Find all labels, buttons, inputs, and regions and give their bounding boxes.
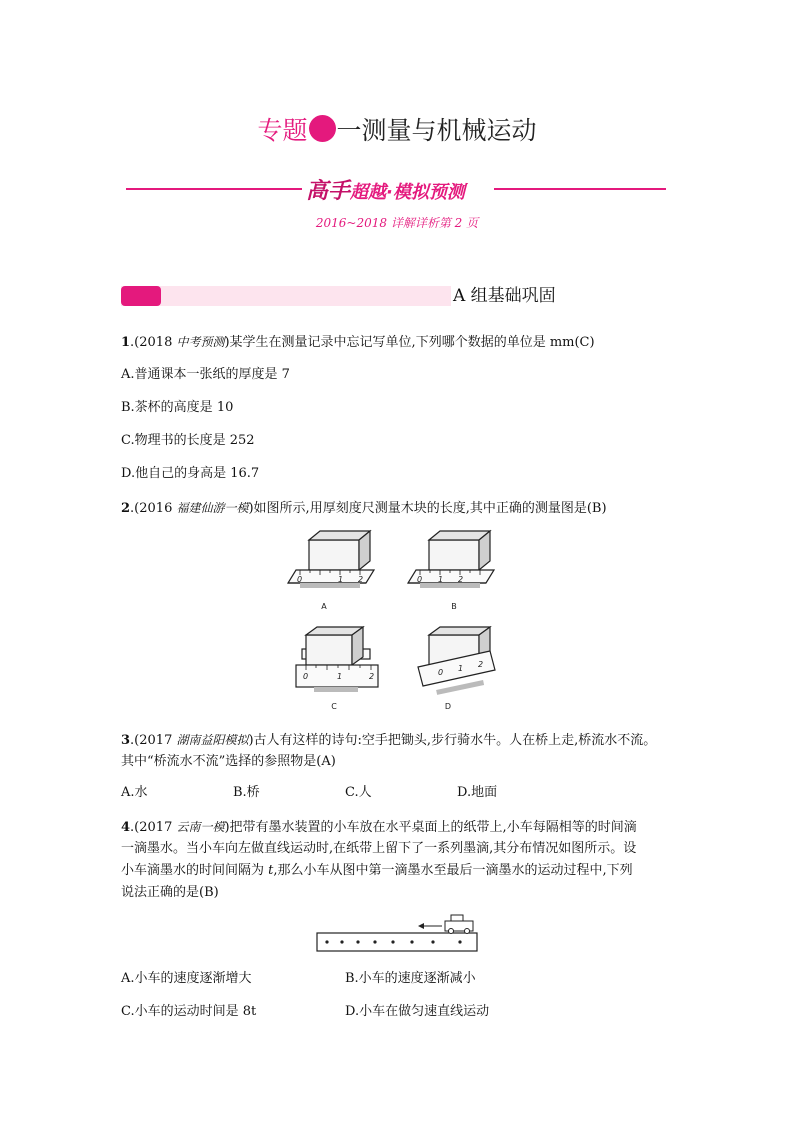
ink-drop <box>458 940 461 943</box>
question-2-number: 2 <box>121 501 131 516</box>
question-4-text: )把带有墨水装置的小车放在水平桌面上的纸带上,小车每隔相等的时间滴 <box>224 820 637 835</box>
section-header-bar <box>121 286 451 306</box>
question-2-source: 福建仙游一模 <box>176 501 249 515</box>
question-3-number: 3 <box>121 733 131 748</box>
question-1-number: 1 <box>121 335 131 350</box>
question-1-option-d: D.他自己的身高是 16.7 <box>121 466 260 481</box>
question-2-text: )如图所示,用厚刻度尺测量木块的长度,其中正确的测量图是(B) <box>248 501 607 516</box>
tick-label: 0 <box>303 672 309 681</box>
section-title: A 组基础巩固 <box>453 286 556 306</box>
figure-label-c: C <box>331 702 337 711</box>
direction-arrow <box>418 923 442 929</box>
banner-line-left <box>126 188 302 190</box>
question-3-source: 湖南益阳模拟 <box>176 733 249 747</box>
question-4-figure <box>314 912 480 954</box>
tick-label: 1 <box>338 575 344 584</box>
toy-car <box>445 915 473 934</box>
question-3-option-d: D.地面 <box>457 785 498 800</box>
question-2-stem <box>121 496 681 521</box>
ink-drop <box>391 940 394 943</box>
tick-label: 0 <box>417 575 423 584</box>
banner-label: 超越·模拟预测 <box>350 182 465 203</box>
tick-label: 0 <box>297 575 303 584</box>
question-4-option-a: A.小车的速度逐渐增大 <box>121 971 252 986</box>
question-4-source: 云南一模 <box>176 820 225 834</box>
question-4-number: 4 <box>121 820 131 835</box>
question-1-option-b: B.茶杯的高度是 10 <box>121 400 234 415</box>
question-1-source: 中考预测 <box>176 335 225 349</box>
banner-text <box>306 174 465 205</box>
question-4-stem-line-4: 说法正确的是(B) <box>121 885 219 900</box>
ink-drop <box>373 940 376 943</box>
tick-label: 2 <box>358 575 364 584</box>
question-4-option-d: D.小车在做匀速直线运动 <box>345 1004 490 1019</box>
question-4-stem-line-2: 一滴墨水。当小车向左做直线运动时,在纸带上留下了一系列墨滴,其分布情况如图所示。设 <box>121 841 637 856</box>
question-3-option-a: A.水 <box>121 785 148 800</box>
question-3-source-open: .(2017 <box>130 733 177 748</box>
question-3-option-c: C.人 <box>345 785 372 800</box>
question-4-option-c: C.小车的运动时间是 8t <box>121 1004 257 1019</box>
title-number-badge <box>309 115 336 142</box>
ink-drop <box>410 940 413 943</box>
question-2-source-open: .(2016 <box>130 501 177 516</box>
question-2-figure <box>286 527 508 713</box>
question-4-stem-line-3b: ,那么小车从图中第一滴墨水至最后一滴墨水的运动过程中,下列 <box>273 863 633 878</box>
figure-panel-d <box>418 627 495 695</box>
question-3-option-b: B.桥 <box>233 785 260 800</box>
figure-panel-c <box>296 627 378 692</box>
question-4-stem-line-3a: 小车滴墨水的时间间隔为 <box>121 863 269 878</box>
question-4-option-b: B.小车的速度逐渐减小 <box>345 971 476 986</box>
question-4-source-open: .(2017 <box>130 820 177 835</box>
figure-label-a: A <box>321 602 327 611</box>
title-prefix: 专题 <box>257 116 308 145</box>
page-title <box>0 114 794 148</box>
tick-label: 2 <box>369 672 375 681</box>
figure-label-d: D <box>444 702 452 711</box>
banner-line-right <box>494 188 666 190</box>
question-1-text: )某学生在测量记录中忘记写单位,下列哪个数据的单位是 mm(C) <box>224 335 595 350</box>
figure-label-b: B <box>451 602 457 611</box>
tick-label: 0 <box>438 668 444 677</box>
ink-drop <box>340 940 343 943</box>
tick-label: 2 <box>478 660 484 669</box>
question-4-variable-t: t <box>268 863 274 878</box>
subtitle: 2016~2018 详解详析第 2 页 <box>315 216 479 230</box>
tick-label: 2 <box>458 575 464 584</box>
question-3-stem-line-2: 其中“桥流水不流”选择的参照物是(A) <box>121 754 336 769</box>
tick-label: 1 <box>438 575 444 584</box>
banner-gao-logo: 高手 <box>306 179 351 204</box>
ink-drop <box>356 940 359 943</box>
question-1-stem <box>121 330 681 355</box>
tick-label: 1 <box>337 672 343 681</box>
tick-label: 1 <box>458 664 464 673</box>
question-1-option-a: A.普通课本一张纸的厚度是 7 <box>121 367 290 382</box>
question-4-stem-line-3 <box>121 859 681 883</box>
question-1-option-c: C.物理书的长度是 252 <box>121 433 255 448</box>
section-header-pill <box>121 286 161 306</box>
ink-drop <box>431 940 434 943</box>
question-3-text: )古人有这样的诗句:空手把锄头,步行骑水牛。人在桥上走,桥流水不流。 <box>248 733 657 748</box>
title-suffix: 一测量与机械运动 <box>336 116 537 145</box>
ink-drop <box>325 940 328 943</box>
question-1-source-open: .(2018 <box>130 335 177 350</box>
